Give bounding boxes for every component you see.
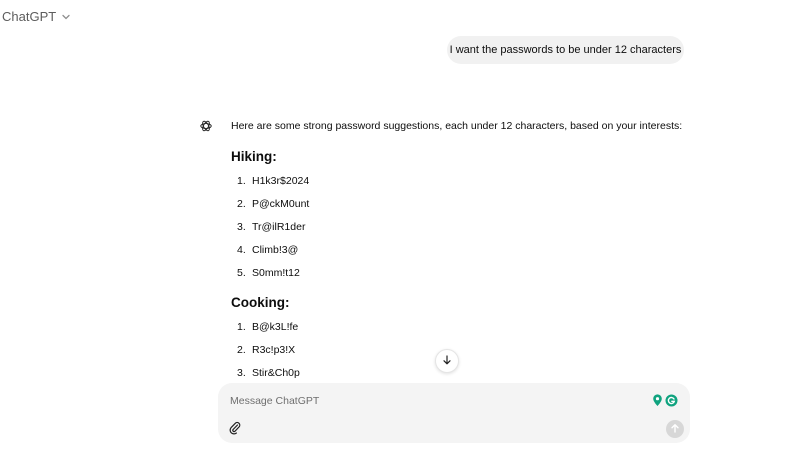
password-text: H1k3r$2024: [252, 175, 310, 187]
paperclip-icon[interactable]: [228, 421, 242, 435]
list-number: 3.: [237, 221, 246, 233]
password-text: S0mm!t12: [252, 267, 300, 279]
password-text: R3c!p3!X: [252, 344, 296, 356]
list-number: 5.: [237, 267, 246, 279]
list-number: 4.: [237, 244, 246, 256]
grammar-extension-icon[interactable]: [665, 394, 678, 412]
chatgpt-logo-icon: [199, 119, 213, 133]
assistant-intro: Here are some strong password suggestions, each under 12 characters, based on your interests:: [231, 120, 683, 132]
arrow-up-icon: [670, 420, 680, 438]
list-number: 1.: [237, 321, 246, 333]
send-button[interactable]: [666, 420, 684, 438]
password-text: B@k3L!fe: [252, 321, 299, 333]
password-text: Tr@ilR1der: [252, 221, 306, 233]
model-switcher[interactable]: [2, 9, 71, 24]
list-number: 2.: [237, 344, 246, 356]
scroll-to-bottom-button[interactable]: [435, 349, 459, 373]
user-message-bubble: [447, 36, 684, 64]
list-number: 2.: [237, 198, 246, 210]
list-number: 1.: [237, 175, 246, 187]
password-text: Climb!3@: [252, 244, 299, 256]
section-title-cooking: Cooking:: [231, 295, 290, 310]
list-number: 3.: [237, 367, 246, 379]
chevron-down-icon: [61, 12, 71, 22]
section-title-hiking: Hiking:: [231, 149, 277, 164]
model-name: ChatGPT: [2, 9, 57, 24]
user-message-text: I want the passwords to be under 12 characters: [449, 44, 682, 56]
password-text: Stir&Ch0p: [252, 367, 300, 379]
message-composer: [218, 383, 690, 443]
arrow-down-icon: [442, 352, 452, 370]
password-text: P@ckM0unt: [252, 198, 310, 210]
message-input[interactable]: [228, 391, 632, 411]
assistant-content: [231, 118, 711, 379]
location-pin-icon[interactable]: [652, 394, 663, 412]
extension-icons: [652, 394, 678, 412]
